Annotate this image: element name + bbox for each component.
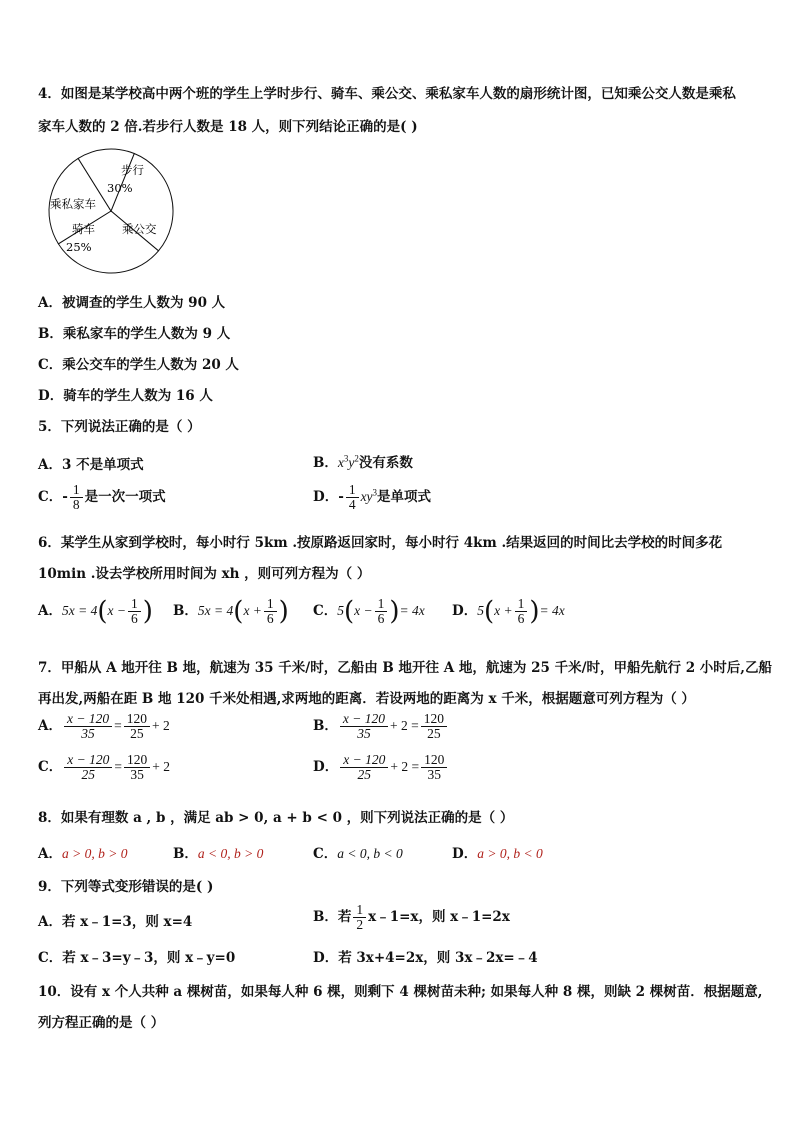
pie-label-bus: 乘公交 (122, 222, 157, 236)
q8-option-b: B．a < 0, b > 0 (173, 846, 264, 862)
q6-option-b: B．5x = 4(x + $\frac{1}{6}$ ) (173, 596, 289, 627)
q4-option-b: B．乘私家车的学生人数为 9 人 (38, 326, 231, 342)
q7-option-d: D． $\frac{x - 120}{25}$ + 2 = $\frac{120}{35}$ (313, 753, 449, 782)
q7-stem-line2: 再出发,两船在距 B 地 120 千米处相遇,求两地的距离．若设两地的距离为 x 千米，根据题意可列方程为（ ） (38, 691, 695, 707)
q7-option-b: B． $\frac{x - 120}{35}$ + 2 = $\frac{120}{25}$ (313, 712, 449, 741)
q5-option-b: B．$x^3y^2$没有系数 (313, 453, 413, 471)
pie-label-walk: 步行 (121, 163, 144, 177)
q9-option-a: A．若 x﹣1=3，则 x=4 (38, 914, 193, 930)
q6-option-d: D．5(x + $\frac{1}{6}$ )= 4x (452, 596, 565, 627)
q4-stem-line2: 家车人数的 2 倍.若步行人数是 18 人，则下列结论正确的是( ) (38, 119, 418, 135)
q9-stem: 9．下列等式变形错误的是( ) (38, 879, 214, 895)
q7-option-a: A． $\frac{x - 120}{35}$ = $\frac{120}{25}$ + 2 (38, 711, 170, 742)
q4-option-d: D．骑车的学生人数为 16 人 (38, 388, 213, 404)
q10-stem-line2: 列方程正确的是（ ） (38, 1015, 165, 1031)
pie-label-bike: 骑车 (72, 222, 95, 236)
q8-option-a: A．a > 0, b > 0 (38, 846, 128, 862)
pie-label-bike-pct: 25% (66, 240, 92, 254)
q6-stem-line1: 6．某学生从家到学校时，每小时行 5km .按原路返回家时，每小时行 4km .结果返回的时间比去学校的时间多花 (38, 535, 723, 551)
q9-option-c: C．若 x﹣3=y﹣3，则 x﹣y=0 (38, 950, 236, 966)
q6-option-c: C．5(x − $\frac{1}{6}$ )= 4x (313, 596, 425, 627)
q4-option-c: C．乘公交车的学生人数为 20 人 (38, 357, 239, 373)
q8-option-d: D．a > 0, b < 0 (452, 846, 543, 862)
q6-option-a: A．5x = 4(x − $\frac{1}{6}$ ) (38, 596, 153, 627)
q7-stem-line1: 7．甲船从 A 地开往 B 地，航速为 35 千米/时，乙船由 B 地开往 A 地，航速为 25 千米/时，甲船先航行 2 小时后,乙船 (38, 660, 772, 676)
pie-label-walk-pct: 30% (107, 181, 133, 195)
q8-stem: 8．如果有理数 a , b ，满足 ab > 0, a + b < 0 ，则下列说法正确的是（ ） (38, 810, 514, 826)
q7-option-c: C． $\frac{x - 120}{25}$ = $\frac{120}{35}$ + 2 (38, 752, 170, 783)
pie-label-car: 乘私家车 (50, 197, 96, 211)
q5-stem: 5．下列说法正确的是（ ） (38, 419, 201, 435)
q10-stem-line1: 10．设有 x 个人共种 a 棵树苗，如果每人种 6 棵，则剩下 4 棵树苗未种; 如果每人种 8 棵，则缺 2 棵树苗．根据题意, (38, 984, 763, 1000)
q8-option-c: C．a < 0, b < 0 (313, 846, 403, 862)
q4-option-a: A．被调查的学生人数为 90 人 (38, 295, 226, 311)
pie-chart (44, 146, 178, 276)
q9-option-d: D．若 3x+4=2x，则 3x﹣2x=﹣4 (313, 950, 538, 966)
q5-option-a: A．3 不是单项式 (38, 457, 144, 473)
q5-option-d: D．- $\frac{1}{4}$ $xy^3$是单项式 (313, 482, 432, 513)
q9-option-b: B．若 $\frac{1}{2}$ x﹣1=x，则 x﹣1=2x (313, 902, 510, 933)
q4-stem-line1: 4．如图是某学校高中两个班的学生上学时步行、骑车、乘公交、乘私家车人数的扇形统计图，已知乘公交人数是乘私 (38, 86, 736, 102)
q5-option-c: C．- $\frac{1}{8}$ 是一次一项式 (38, 482, 166, 513)
q6-stem-line2: 10min .设去学校所用时间为 xh ，则可列方程为（ ） (38, 566, 371, 582)
